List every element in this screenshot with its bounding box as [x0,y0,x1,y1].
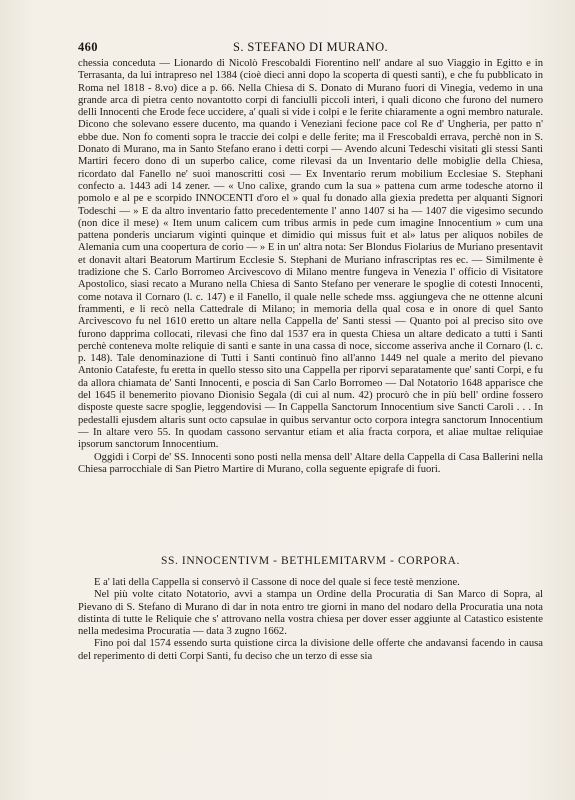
paragraph-footnote-continuation: chessia conceduta — Lionardo di Nicolò Frescobaldi Fiorentino nell' andare al suo Viaggio in Egitto e in Terrasanta, da lui intrapreso nel 1384 (cioè dieci anni dopo la scoperta di questi santi), e che fu pubblicato in Roma nel 1818 - 8.vo) dice a p. 66. Nella Chiesa di S. Donato di Murano fuori di Vinegia, vedemo in una grande arca di pietra cento novantotto corpi di fanciulli piccoli interi, i quali dicono che furono del numero delli Innocenti che Erode fece uccidere, a' quali si vide i colpi e le ferite chiaramente a ogni membro naturale. Dicono che solevano essere ducento, ma quando i Veneziani fecione pace col Re d' Ungheria, per patto n' ebbe due. Non fo comenti sopra le traccie dei colpi e delle ferite; ma il Frescobaldi errava, perchè non in S. Donato di Murano, ma in Santo Stefano erano i detti corpi — Avendo alcuni Tedeschi visitati gli stessi Santi Martiri fecero dono di un superbo calice, come rilevasi da un Inventario delle mobiglie della Chiesa, ricordato dal Fanello ne' suoi manoscritti così — Ex Inventario rerum mobilium Ecclesiae S. Stephani confecto a. 1443 adi 14 zener. — « Uno calixe, grando cum la sua » pattena cum arme todesche atorno il pomolo e al pe e scorpido INNOCENTI d'oro el » qual fu donado alla giexia predetta per alquanti Signori Todeschi — » E da altro inventario fatto precedentemente l' anno 1407 si ha — 1407 die vigesimo secundo (non dice il mese) « Item unum calicem cum tribus armis in pede cum imagine Innocentium » cum una pattena ponderis unciarum viginti quinque et dimidio qui missus fuit et al» latus per aliquos nobiles de Alemania cum una coopertura de corio — » E in un' altra nota: Ser Blondus Fiolarius de Muriano presentavit et donavit altari Beatorum Martirum Ecclesie S. Stephani de Muriano infrascriptas res ec. — Similmente è tradizione che S. Carlo Borromeo Arcivescovo di Milano mentre fungeva in Venezia l' officio di Visitatore Apostolico, siasi recato a Murano nella Chiesa di Santo Stefano per venerare le spoglie di cotesti Innocenti, come notava il Cornaro (l. c. 147) e il Fanello, il quale nelle schede mss. aggiungeva che ne ottenne alcuni frammenti, e li recò nella Cattedrale di Milano; in memoria della qual cosa e in onore di quel Santo Arcivescovo fu nel 1610 eretto un altare nella Cappella de' Santi stessi — Quanto poi al preciso sito ove furono dapprima collocati, rilevasi che fino dal 1537 era in questa Chiesa un altare dedicato a tutti i Santi perchè conteneva molte reliquie di santi e sante in una cassa di noce, siccome asseriva anche il Cornaro (l. c. p. 148). Tale denominazione di Tutti i Santi continuò fino all'anno 1449 nel quale a merito del pievano Antonio Catafeste, fu eretta in quello stesso sito una Cappella per riporvi separatamente que' santi Corpi, e fu da allora chiamata de' Santi Innocenti, e poscia di San Carlo Borromeo — Dal Notatorio 1648 apparisce che del 1645 il benemerito piovano Dionisio Segala (di cui al num. 42) procurò che in più bell' ordine fossero disposte queste sacre spoglie, leggendovisi — In Cappella Sanctorum Innocentium sive Sancti Caroli . . . In pedestalli ejusdem altaris sunt octo capsulae in quibus servantur octo corpora integra sanctorum Innocentium — In altare vero 55. In quodam cassono servantur etiam et alia fracta corpora, et aliae multae reliquiae ipsorum sanctorum Innocentium. [78,58,543,451]
page-header [78,40,543,56]
inscription-heading: SS. INNOCENTIVM - BETHLEMITARVM - CORPORA. [160,555,461,567]
paragraph-current-location: Oggidì i Corpi de' SS. Innocenti sono posti nella mensa dell' Altare della Cappella di Casa Ballerini nella Chiesa parrocchiale di San Pietro Martire di Murano, colla seguente epigrafe di fuori. [78,451,543,475]
running-title: S. STEFANO DI MURANO. [232,40,389,54]
paragraph-notatorio: Nel più volte citato Notatorio, avvi a stampa un Ordine della Procuratia di San Marco di Sopra, al Pievano di S. Stefano di Murano di dar in nota entro tre giorni in mano del nodaro della Procuratia una nota distinta di tutte le Reliquie che s' attrovano nella vostra chiesa per dover esser aggiunte al Catastico esistente nella medesima Procuratia — data 3 zugno 1662. [78,589,543,638]
main-text [78,58,543,476]
page-number: 460 [78,40,98,54]
paragraph-offerte: Fino poi dal 1574 essendo surta quistione circa la divisione delle offerte che andavansi facendo in causa del reperimento di detti Corpi Santi, fu deciso che un terzo di esse sia [78,638,543,662]
secondary-text [78,577,543,663]
paragraph-cassone: E a' lati della Cappella si conservò il Cassone di noce del quale si fece testè menzione. [94,577,460,588]
